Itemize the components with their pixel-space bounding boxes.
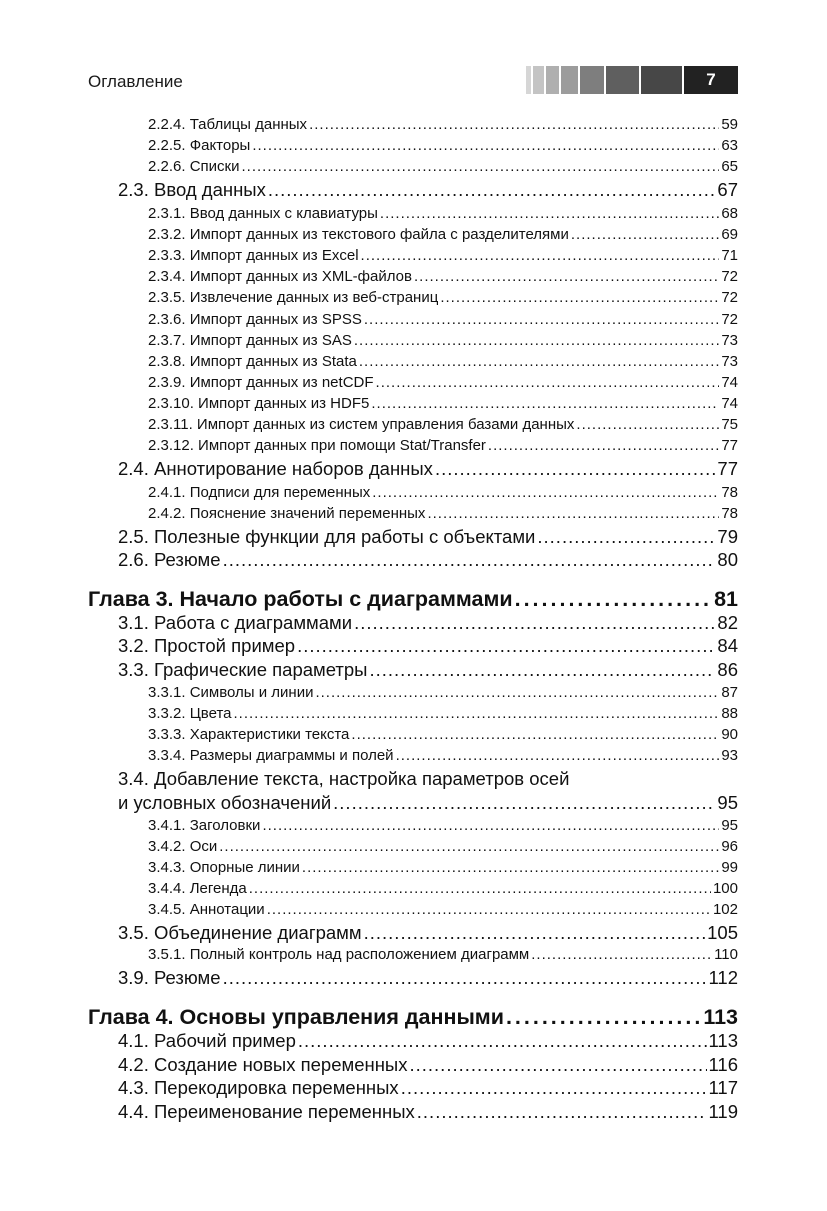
toc-entry-label: 3.3.4. Размеры диаграммы и полей [148, 747, 394, 764]
toc-entry-label: 4.3. Перекодировка переменных [118, 1077, 399, 1098]
leader-dots [506, 1005, 701, 1030]
toc-entry-page: 99 [721, 859, 738, 876]
toc-entry[interactable] [118, 549, 738, 571]
toc-entry[interactable] [118, 967, 738, 989]
leader-dots [401, 1077, 707, 1099]
leader-dots [427, 505, 719, 522]
toc-entry[interactable] [118, 1030, 738, 1052]
toc-entry[interactable] [148, 880, 738, 897]
leader-dots [571, 226, 719, 243]
toc-entry[interactable] [118, 922, 738, 944]
toc-entry-page: 100 [712, 880, 738, 897]
toc-entry-label: 3.3. Графические параметры [118, 659, 368, 680]
toc-entry-page: 72 [721, 268, 738, 285]
toc-entry-page: 68 [721, 205, 738, 222]
toc-entry-page: 65 [721, 158, 738, 175]
toc-entry-page: 77 [721, 437, 738, 454]
toc-entry-label: 2.3.6. Импорт данных из SPSS [148, 311, 362, 328]
toc-entry-label: 2.5. Полезные функции для работы с объектами [118, 526, 536, 547]
bar-segment [606, 66, 639, 94]
toc-entry[interactable] [148, 484, 738, 501]
header-gradient-bar [526, 66, 738, 94]
toc-entry-page: 82 [717, 612, 738, 633]
toc-entry-page: 79 [717, 526, 738, 547]
page-header [88, 66, 738, 94]
toc-entry[interactable] [148, 116, 738, 133]
toc-entry-page: 75 [721, 416, 738, 433]
toc-entry-label: 2.3. Ввод данных [118, 179, 266, 200]
toc-entry[interactable] [148, 289, 738, 306]
bar-segment [526, 66, 531, 94]
leader-dots [359, 353, 719, 370]
toc-entry[interactable] [118, 1077, 738, 1099]
toc-entry[interactable] [148, 859, 738, 876]
bar-segment [580, 66, 604, 94]
toc-entry[interactable] [148, 205, 738, 222]
leader-dots [249, 880, 711, 897]
toc-entry[interactable] [148, 268, 738, 285]
toc-entry-label: 3.5.1. Полный контроль над расположением диаграмм [148, 946, 530, 963]
toc-entry-page: 71 [721, 247, 738, 264]
toc-entry-page: 96 [721, 838, 738, 855]
toc-entry-page: 93 [721, 747, 738, 764]
toc-entry-page: 67 [717, 179, 738, 200]
toc-chapter-label: Глава 4. Основы управления данными [88, 1005, 504, 1029]
bar-segment [561, 66, 578, 94]
leader-dots [297, 635, 715, 657]
toc-entry[interactable] [148, 353, 738, 370]
toc-entry-label: 2.2.6. Списки [148, 158, 240, 175]
toc-entry-label: 3.9. Резюме [118, 967, 221, 988]
toc-entry-page: 63 [721, 137, 738, 154]
leader-dots [302, 859, 719, 876]
leader-dots [223, 549, 716, 571]
bar-segment [641, 66, 682, 94]
bar-segment [533, 66, 544, 94]
toc-entry-label: 2.3.2. Импорт данных из текстового файла с разделителями [148, 226, 569, 243]
toc-entry-page: 95 [721, 817, 738, 834]
leader-dots [369, 659, 715, 681]
leader-dots [223, 967, 707, 989]
toc-entry[interactable] [148, 705, 738, 722]
toc-entry-page: 77 [717, 458, 738, 479]
leader-dots [380, 205, 719, 222]
toc-entry[interactable] [148, 726, 738, 743]
leader-dots [252, 137, 719, 154]
toc-entry-label: 3.4.1. Заголовки [148, 817, 261, 834]
toc-entry-page: 116 [708, 1054, 738, 1075]
toc-chapter-3[interactable] [88, 587, 738, 612]
toc-entry-page: 73 [721, 353, 738, 370]
toc-entry[interactable] [148, 437, 738, 454]
toc-entry-page: 59 [721, 116, 738, 133]
toc-entry[interactable] [148, 946, 738, 963]
toc-entry-page: 69 [721, 226, 738, 243]
toc-entry-page: 112 [708, 967, 738, 988]
toc-entry[interactable] [118, 1054, 738, 1076]
toc-chapter-4[interactable] [88, 1005, 738, 1030]
toc-entry-page: 86 [717, 659, 738, 680]
leader-dots [233, 705, 719, 722]
toc-entry-label: 4.1. Рабочий пример [118, 1030, 296, 1051]
toc-chapter-label: Глава 3. Начало работы с диаграммами [88, 587, 513, 611]
toc-entry-label: 3.4.3. Опорные линии [148, 859, 300, 876]
toc-entry-label: 2.3.10. Импорт данных из HDF5 [148, 395, 370, 412]
toc-entry-page: 110 [714, 946, 738, 963]
toc-entry[interactable] [118, 458, 738, 480]
leader-dots [435, 458, 715, 480]
toc-entry[interactable] [118, 792, 738, 814]
leader-dots [361, 247, 720, 264]
toc-entry-label: 3.4.4. Легенда [148, 880, 247, 897]
toc-entry-label: и условных обозначений [118, 792, 332, 813]
leader-dots [298, 1030, 707, 1052]
leader-dots [417, 1101, 707, 1123]
toc-entry[interactable] [148, 901, 738, 918]
leader-dots [414, 268, 719, 285]
toc-entry-label: 3.3.1. Символы и линии [148, 684, 314, 701]
toc-entry[interactable] [148, 838, 738, 855]
toc-entry-label: 3.3.2. Цвета [148, 705, 232, 722]
toc-entry-label-line1[interactable]: 3.4. Добавление текста, настройка параметров осей [118, 768, 570, 789]
leader-dots [241, 158, 719, 175]
toc-entry-label: 2.3.8. Импорт данных из Stata [148, 353, 357, 370]
toc-entry[interactable] [148, 226, 738, 243]
toc-entry[interactable] [148, 395, 738, 412]
toc-entry[interactable] [148, 311, 738, 328]
leader-dots [576, 416, 719, 433]
toc-entry-label: 2.4. Аннотирование наборов данных [118, 458, 433, 479]
toc-entry-label: 3.2. Простой пример [118, 635, 296, 656]
toc-entry[interactable] [148, 505, 738, 522]
toc-entry[interactable] [148, 374, 738, 391]
toc-entry-label: 3.5. Объединение диаграмм [118, 922, 362, 943]
toc-entry-page: 74 [721, 374, 738, 391]
leader-dots [488, 437, 719, 454]
toc-entry-page: 117 [708, 1077, 738, 1098]
toc-entry[interactable] [148, 747, 738, 764]
running-head-title: Оглавление [88, 72, 183, 91]
leader-dots [396, 747, 720, 764]
toc-entry-page: 90 [721, 726, 738, 743]
toc-entry-label: 2.3.9. Импорт данных из netCDF [148, 374, 374, 391]
leader-dots [315, 684, 719, 701]
toc-entry-label: 3.4.5. Аннотации [148, 901, 265, 918]
toc-entry-page: 105 [707, 922, 738, 943]
leader-dots [372, 484, 719, 501]
toc-entry-label: 2.3.7. Импорт данных из SAS [148, 332, 352, 349]
leader-dots [364, 311, 719, 328]
toc-entry-page: 74 [721, 395, 738, 412]
toc-entry-page: 72 [721, 311, 738, 328]
leader-dots [333, 792, 715, 814]
toc-entry-page: 95 [717, 792, 738, 813]
toc-entry-label: 2.2.4. Таблицы данных [148, 116, 308, 133]
toc-chapter-page: 113 [703, 1005, 738, 1029]
toc-entry-label: 2.3.3. Импорт данных из Excel [148, 247, 359, 264]
page-number: 7 [684, 66, 738, 94]
toc-entry-label: 2.2.5. Факторы [148, 137, 251, 154]
toc-entry-label: 2.3.11. Импорт данных из систем управления базами данных [148, 416, 575, 433]
toc-entry-label: 3.1. Работа с диаграммами [118, 612, 353, 633]
leader-dots [440, 289, 719, 306]
toc-entry-label: 4.4. Переименование переменных [118, 1101, 415, 1122]
toc-entry-page: 102 [712, 901, 738, 918]
toc-entry-label: 2.3.1. Ввод данных с клавиатуры [148, 205, 378, 222]
leader-dots [354, 612, 715, 634]
toc-entry[interactable] [148, 332, 738, 349]
toc-entry[interactable] [118, 526, 738, 548]
toc-entry-page: 119 [708, 1101, 738, 1122]
toc-entry[interactable] [148, 684, 738, 701]
toc-entry[interactable] [118, 1101, 738, 1123]
toc-entry-page: 84 [717, 635, 738, 656]
toc-entry[interactable] [118, 635, 738, 657]
toc-entry-label: 2.3.5. Извлечение данных из веб-страниц [148, 289, 439, 306]
toc-entry[interactable] [118, 659, 738, 681]
toc-entry-label: 2.6. Резюме [118, 549, 221, 570]
toc-entry-page: 78 [721, 484, 738, 501]
toc-entry-page: 72 [721, 289, 738, 306]
toc-entry-page: 78 [721, 505, 738, 522]
toc-entry-label: 2.4.2. Пояснение значений переменных [148, 505, 426, 522]
toc-entry[interactable] [118, 612, 738, 634]
toc-entry-label: 2.3.12. Импорт данных при помощи Stat/Transfer [148, 437, 486, 454]
toc-entry-label: 2.4.1. Подписи для переменных [148, 484, 371, 501]
leader-dots [351, 726, 719, 743]
leader-dots [376, 374, 720, 391]
toc-entry[interactable] [148, 247, 738, 264]
toc-entry-label: 4.2. Создание новых переменных [118, 1054, 408, 1075]
toc-entry[interactable] [118, 179, 738, 201]
leader-dots [268, 179, 716, 201]
toc-entry-label: 3.3.3. Характеристики текста [148, 726, 350, 743]
leader-dots [219, 838, 719, 855]
leader-dots [409, 1054, 706, 1076]
toc-chapter-page: 81 [714, 587, 738, 611]
leader-dots [537, 526, 715, 548]
toc-entry-page: 88 [721, 705, 738, 722]
leader-dots [371, 395, 719, 412]
leader-dots [309, 116, 719, 133]
leader-dots [364, 922, 706, 944]
leader-dots [267, 901, 711, 918]
toc-entry-label: 2.3.4. Импорт данных из XML-файлов [148, 268, 412, 285]
toc-entry[interactable] [148, 158, 738, 175]
toc-entry-page: 87 [721, 684, 738, 701]
toc-entry-page: 80 [717, 549, 738, 570]
toc-entry[interactable] [148, 137, 738, 154]
leader-dots [354, 332, 719, 349]
toc-entry-page: 73 [721, 332, 738, 349]
leader-dots [531, 946, 712, 963]
leader-dots [515, 587, 712, 612]
toc-entry[interactable] [148, 817, 738, 834]
leader-dots [262, 817, 719, 834]
bar-segment [546, 66, 559, 94]
toc-entry-label: 3.4.2. Оси [148, 838, 218, 855]
toc-entry-page: 113 [708, 1030, 738, 1051]
toc-entry[interactable] [148, 416, 738, 433]
